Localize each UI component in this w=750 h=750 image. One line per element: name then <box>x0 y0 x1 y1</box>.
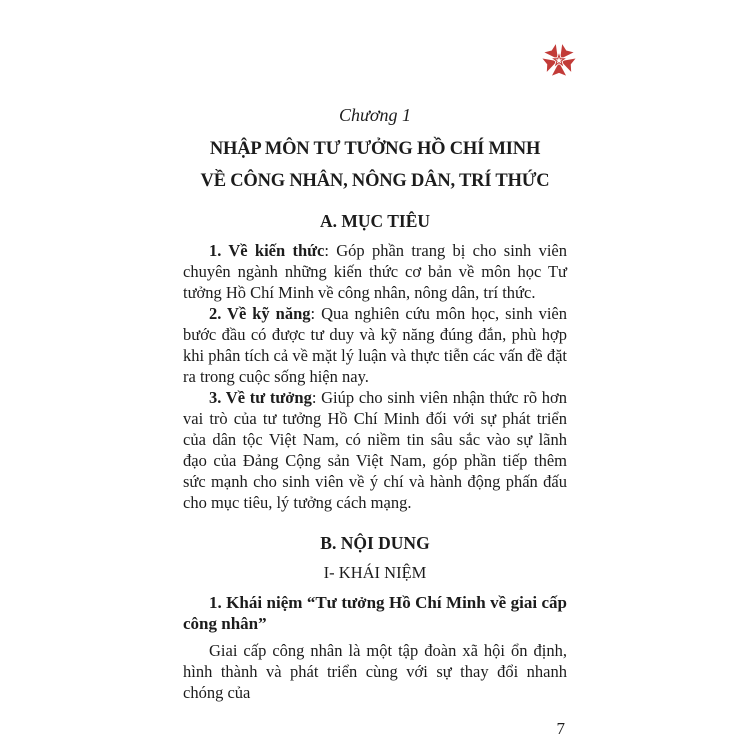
publisher-flower-icon <box>540 41 578 80</box>
paragraph-lead: 3. Về tư tưởng <box>209 388 312 407</box>
paragraph-text: : Giúp cho sinh viên nhận thức rõ hơn vai trò của tư tưởng Hồ Chí Minh đối với sự phát triển của dân tộc Việt Nam, có niềm tin sâu sắc vào sự lãnh đạo của Đảng Cộng sản Việt Nam, góp phần tiếp thêm sức mạnh cho sinh viên về ý chí và hành động phấn đấu cho mục tiêu, lý tưởng cách mạng. <box>183 388 568 512</box>
section-heading-noi-dung: B. NỘI DUNG <box>320 533 430 553</box>
chapter-title <box>183 133 567 197</box>
objective-paragraph-skills <box>183 303 567 387</box>
paragraph-text: : Góp phần trang bị cho sinh viên chuyên ngành những kiến thức cơ bản về môn học Tư tưởng Hồ Chí Minh về công nhân, nông dân, trí thức. <box>183 241 567 302</box>
chapter-title-line1: NHẬP MÔN TƯ TƯỞNG HỒ CHÍ MINH <box>209 139 541 159</box>
paragraph-text: : Qua nghiên cứu môn học, sinh viên bước đầu có được tư duy và kỹ năng đúng đắn, phù hợp khi phân tích cả về mặt lý luận và thực tiễn các vấn đề đặt ra trong cuộc sống hiện nay. <box>183 304 567 386</box>
topic-heading-giai-cap-cong-nhan: 1. Khái niệm “Tư tưởng Hồ Chí Minh về giai cấp công nhân” <box>183 593 567 633</box>
content-paragraph: Giai cấp công nhân là một tập đoàn xã hội ổn định, hình thành và phát triển cùng với sự thay đổi nhanh chóng của <box>183 641 567 702</box>
paragraph-lead: 1. Về kiến thức <box>209 241 325 260</box>
section-heading-muc-tieu: A. MỤC TIÊU <box>319 211 431 231</box>
objective-paragraph-ideology <box>183 387 567 513</box>
paragraph-lead: 2. Về kỹ năng <box>209 304 311 323</box>
flower-star-svg <box>540 41 578 80</box>
page-content <box>183 103 567 739</box>
chapter-title-line2: VỀ CÔNG NHÂN, NÔNG DÂN, TRÍ THỨC <box>200 171 550 191</box>
page-number: 7 <box>556 719 565 738</box>
subsection-heading-khai-niem: I- KHÁI NIỆM <box>323 563 427 582</box>
objective-paragraph-knowledge <box>183 240 567 303</box>
chapter-label: Chương 1 <box>339 105 411 125</box>
objectives-paragraphs <box>183 240 567 513</box>
